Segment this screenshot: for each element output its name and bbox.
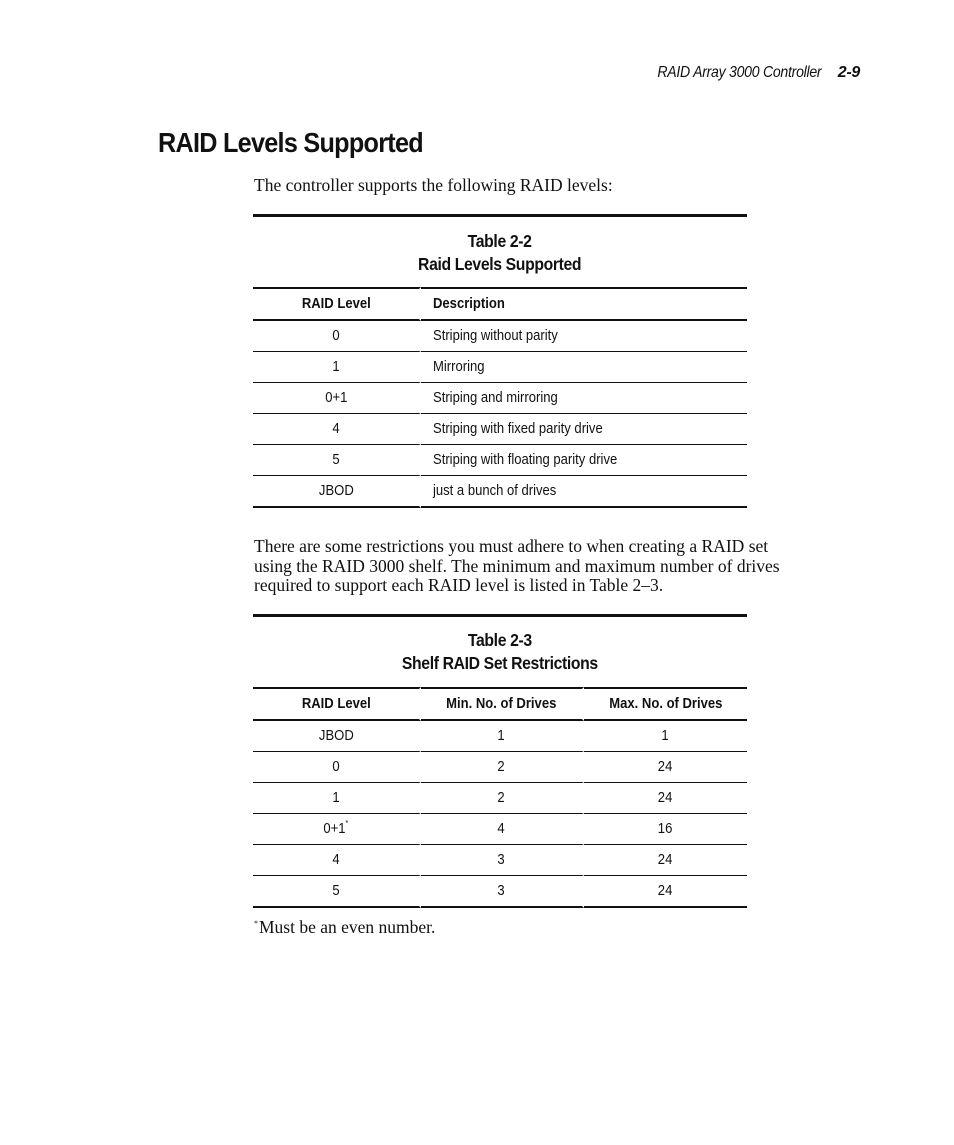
section-heading: RAID Levels Supported — [158, 127, 423, 158]
footnote — [254, 917, 435, 938]
table-row — [253, 476, 747, 508]
cell-raid-level: 0 — [253, 752, 421, 783]
column-header-max-drives: Max. No. of Drives — [584, 687, 747, 721]
cell-max-drives: 24 — [584, 845, 747, 876]
cell-max-drives: 24 — [584, 876, 747, 908]
cell-max-drives: 24 — [584, 752, 747, 783]
table-row — [253, 321, 747, 352]
table-caption — [253, 617, 747, 687]
cell-raid-level: 0+1 — [253, 383, 421, 414]
table-caption-number: Table 2-2 — [468, 231, 532, 251]
cell-max-drives: 24 — [584, 783, 747, 814]
footnote-marker: * — [345, 819, 349, 828]
cell-raid-level: 5 — [253, 445, 421, 476]
cell-description: Striping with fixed parity drive — [421, 414, 747, 445]
column-header-raid-level: RAID Level — [253, 687, 421, 721]
cell-description: Striping with floating parity drive — [421, 445, 747, 476]
table-caption-title: Shelf RAID Set Restrictions — [402, 653, 598, 673]
table-row — [253, 352, 747, 383]
table-row — [253, 414, 747, 445]
table-shelf-restrictions — [253, 614, 747, 908]
cell-raid-level: JBOD — [253, 721, 421, 752]
cell-raid-level: 4 — [253, 414, 421, 445]
cell-description: Striping without parity — [421, 321, 747, 352]
table-row — [253, 383, 747, 414]
cell-max-drives: 16 — [584, 814, 747, 845]
table-row — [253, 752, 747, 783]
cell-raid-level: 0+1* — [253, 814, 421, 845]
column-header-raid-level: RAID Level — [253, 287, 421, 321]
running-title: RAID Array 3000 Controller — [657, 64, 822, 81]
column-header-min-drives: Min. No. of Drives — [421, 687, 584, 721]
intro-paragraph: The controller supports the following RAID levels: — [254, 175, 613, 195]
column-header-description: Description — [421, 287, 747, 321]
cell-raid-level: 0 — [253, 321, 421, 352]
table-row — [253, 876, 747, 908]
restrictions-paragraph: There are some restrictions you must adhere to when creating a RAID set using the RAID 3000 shelf. The minimum and maximum number of drives required to support each RAID level is listed in Table 2–3. — [254, 536, 780, 595]
cell-max-drives: 1 — [584, 721, 747, 752]
table-row — [253, 445, 747, 476]
table-header-row — [253, 287, 747, 321]
cell-raid-level: JBOD — [253, 476, 421, 508]
table-header-row — [253, 687, 747, 721]
table-row — [253, 814, 747, 845]
cell-description: Mirroring — [421, 352, 747, 383]
cell-description: just a bunch of drives — [421, 476, 747, 508]
running-header — [635, 64, 860, 82]
table-caption-number: Table 2-3 — [468, 630, 532, 650]
page-number: 2-9 — [837, 64, 860, 81]
table-row — [253, 783, 747, 814]
footnote-marker: * — [254, 919, 258, 928]
cell-raid-level: 1 — [253, 352, 421, 383]
cell-description: Striping and mirroring — [421, 383, 747, 414]
cell-min-drives: 3 — [421, 845, 584, 876]
raid-levels-table — [253, 287, 747, 508]
footnote-text: Must be an even number. — [259, 917, 436, 937]
table-caption — [253, 217, 747, 287]
cell-raid-level: 4 — [253, 845, 421, 876]
cell-min-drives: 2 — [421, 783, 584, 814]
cell-min-drives: 4 — [421, 814, 584, 845]
cell-raid-level: 1 — [253, 783, 421, 814]
cell-min-drives: 3 — [421, 876, 584, 908]
table-caption-title: Raid Levels Supported — [418, 254, 582, 274]
cell-min-drives: 1 — [421, 721, 584, 752]
table-row — [253, 845, 747, 876]
cell-raid-level: 5 — [253, 876, 421, 908]
shelf-restrictions-table — [253, 687, 747, 908]
cell-min-drives: 2 — [421, 752, 584, 783]
table-raid-levels — [253, 214, 747, 508]
table-row — [253, 721, 747, 752]
